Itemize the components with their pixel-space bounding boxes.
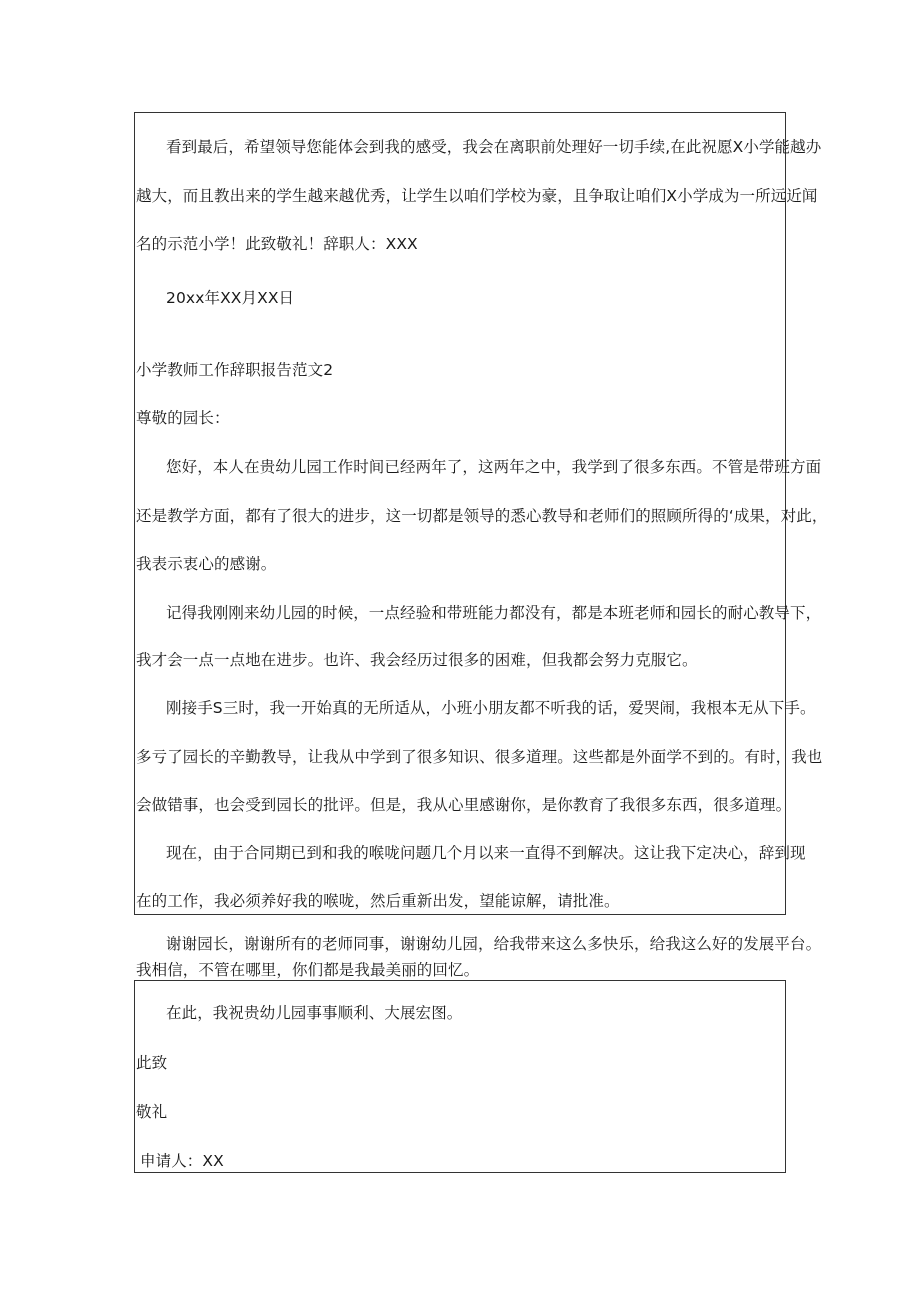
paragraph-line: 看到最后，希望领导您能体会到我的感受，我会在离职前处理好一切手续,在此祝愿X小学能越办 [166,138,822,156]
salutation: 尊敬的园长： [136,409,230,427]
paragraph-line: 谢谢园长，谢谢所有的老师同事，谢谢幼儿园，给我带来这么多快乐，给我这么好的发展平台。 [166,935,822,953]
paragraph-line: 会做错事，也会受到园长的批评。但是，我从心里感谢你，是你教育了我很多东西，很多道理。 [136,796,792,814]
letter-date: 20xx年XX月XX日 [166,289,295,307]
paragraph-line: 多亏了园长的辛勤教导，让我从中学到了很多知识、很多道理。这些都是外面学不到的。有时，我也 [136,748,823,766]
paragraph-line: 越大，而且教出来的学生越来越优秀，让学生以咱们学校为豪，且争取让咱们X小学成为一所远近闻 [136,187,818,205]
paragraph-line: 在的工作，我必须养好我的喉咙，然后重新出发，望能谅解，请批准。 [136,892,620,910]
paragraph-line: 刚接手S三时，我一开始真的无所适从，小班小朋友都不听我的话，爱哭闹，我根本无从下手。 [166,699,816,717]
closing-line: 敬礼 [136,1103,168,1121]
signature: 申请人：XX [140,1152,224,1170]
paragraph-line: 我才会一点一点地在进步。也许、我会经历过很多的困难，但我都会努力克服它。 [136,651,698,669]
paragraph-line: 在此，我祝贵幼儿园事事顺利、大展宏图。 [166,1004,463,1022]
paragraph-line: 还是教学方面，都有了很大的进步，这一切都是领导的悉心教导和老师们的照顾所得的‘成果，对此， [136,507,828,525]
paragraph-line: 现在，由于合同期已到和我的喉咙问题几个月以来一直得不到解决。这让我下定决心，辞到现 [166,844,806,862]
closing-line: 此致 [136,1054,168,1072]
section-title: 小学教师工作辞职报告范文2 [136,361,334,379]
paragraph-line: 记得我刚刚来幼儿园的时候，一点经验和带班能力都没有，都是本班老师和园长的耐心教导下， [166,604,822,622]
paragraph-line: 我相信，不管在哪里，你们都是我最美丽的回忆。 [136,961,480,979]
paragraph-line: 您好，本人在贵幼儿园工作时间已经两年了，这两年之中，我学到了很多东西。不管是带班方面 [166,458,822,476]
paragraph-line: 名的示范小学！此致敬礼！辞职人：XXX [136,235,418,253]
paragraph-line: 我表示衷心的感谢。 [136,555,277,573]
